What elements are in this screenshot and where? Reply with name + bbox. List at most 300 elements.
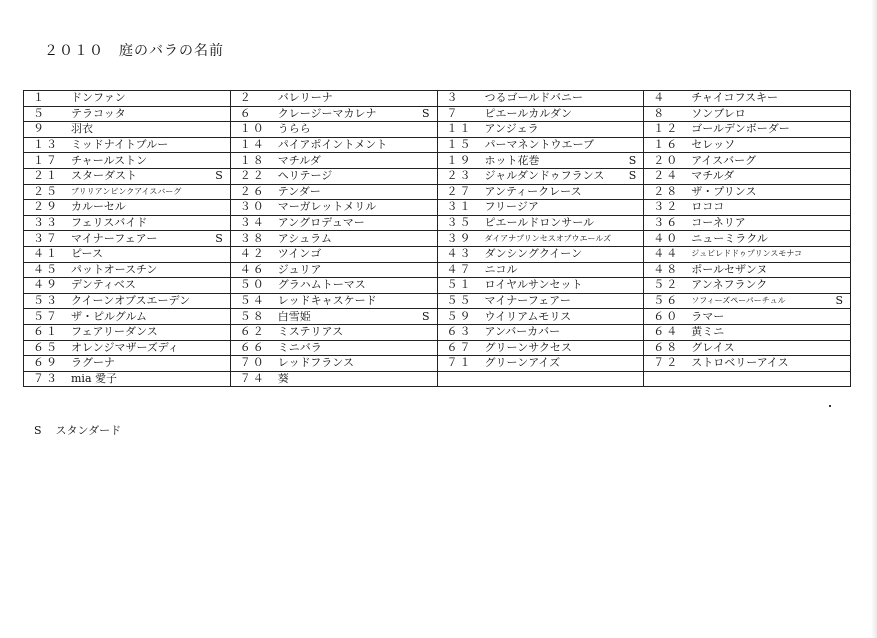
- rose-entry: [647, 248, 847, 260]
- rose-name: ブリリアンピンクアイスバーグ: [71, 186, 182, 196]
- standard-mark: S: [215, 231, 223, 245]
- rose-cell: [644, 340, 851, 356]
- rose-name: マチルダ: [277, 154, 321, 167]
- rose-cell: [644, 168, 851, 184]
- rose-number: ３７: [33, 231, 59, 245]
- rose-entry: [647, 217, 847, 229]
- rose-entry: [441, 279, 641, 291]
- rose-cell: [644, 122, 851, 138]
- rose-entry: [647, 357, 847, 369]
- rose-cell: [437, 371, 644, 387]
- rose-number: ２５: [33, 184, 59, 198]
- rose-number: ３８: [239, 231, 266, 245]
- rose-cell: [437, 153, 644, 169]
- rose-entry: [441, 123, 641, 135]
- rose-cell: [644, 278, 851, 294]
- rose-entry: [234, 92, 434, 104]
- rose-number: ７２: [653, 356, 680, 370]
- rose-cell: [437, 184, 644, 200]
- rose-entry: [234, 233, 434, 245]
- rose-entry: [647, 139, 847, 151]
- rose-cell: [437, 122, 644, 138]
- table-row: [24, 91, 851, 107]
- rose-name: カルーセル: [71, 201, 126, 214]
- rose-cell: [437, 262, 644, 278]
- rose-entry: [27, 108, 227, 120]
- rose-cell: [644, 200, 851, 216]
- rose-entry: [27, 155, 227, 167]
- standard-mark: S: [628, 153, 637, 167]
- rose-name: ピエールドロンサール: [484, 217, 595, 230]
- rose-name: マイナーフェアー: [71, 232, 158, 245]
- rose-cell: [230, 371, 437, 387]
- rose-number: ２６: [239, 184, 266, 198]
- rose-entry: [234, 311, 434, 323]
- table-row: [24, 200, 851, 216]
- legend: [34, 422, 135, 438]
- rose-number: ３１: [446, 200, 473, 214]
- rose-entry: [647, 342, 847, 354]
- rose-name: デンティベス: [71, 279, 136, 292]
- rose-name: ツインゴ: [277, 248, 322, 261]
- rose-entry: [27, 201, 227, 213]
- rose-number: ６９: [33, 356, 59, 370]
- rose-entry: [234, 264, 434, 276]
- rose-number: ４: [653, 91, 667, 105]
- rose-cell: [437, 231, 644, 247]
- rose-cell: [24, 309, 231, 325]
- rose-name: mia 愛子: [71, 372, 118, 385]
- rose-entry: [647, 170, 847, 182]
- rose-number: １４: [239, 138, 266, 152]
- rose-name: ピエールカルダン: [484, 107, 572, 120]
- rose-cell: [24, 371, 231, 387]
- rose-number: ７０: [239, 356, 266, 370]
- rose-number: ５: [33, 106, 46, 120]
- rose-number: ７４: [239, 371, 266, 385]
- rose-number: ６: [239, 106, 253, 120]
- rose-cell: [24, 356, 231, 372]
- legend-text: スタンダード: [55, 424, 122, 437]
- rose-entry: [441, 186, 641, 198]
- rose-name: スターダスト: [71, 170, 137, 183]
- rose-name: アンネフランク: [691, 279, 768, 292]
- rose-cell: [24, 106, 231, 122]
- rose-cell: [230, 309, 437, 325]
- rose-cell: [437, 324, 644, 340]
- rose-entry: [27, 373, 227, 385]
- table-row: [24, 278, 851, 294]
- rose-cell: [230, 262, 437, 278]
- rose-cell: [230, 184, 437, 200]
- rose-entry: [27, 279, 227, 291]
- rose-cell: [24, 293, 231, 309]
- table-row: [24, 168, 851, 184]
- rose-number: ２７: [446, 184, 473, 198]
- rose-number: ６０: [653, 309, 680, 323]
- scan-edge-shade: [871, 0, 877, 638]
- rose-entry: [27, 326, 227, 338]
- rose-entry: [234, 248, 434, 260]
- rose-entry: [27, 139, 227, 151]
- rose-cell: [437, 356, 644, 372]
- rose-number: ２０: [653, 153, 680, 167]
- rose-entry: [234, 155, 434, 167]
- rose-name: うらら: [277, 123, 311, 136]
- rose-entry: [441, 92, 641, 104]
- rose-name: レッドキャスケード: [277, 295, 377, 308]
- rose-cell: [644, 91, 851, 107]
- rose-name: ドンファン: [71, 92, 126, 105]
- rose-name: ロイヤルサンセット: [484, 279, 583, 292]
- table-row: [24, 153, 851, 169]
- rose-entry: [27, 92, 227, 104]
- rose-entry: [234, 326, 434, 338]
- legend-mark: S: [34, 424, 42, 437]
- rose-name: テンダー: [277, 185, 321, 198]
- rose-entry: [234, 342, 434, 354]
- rose-name: ニューミラクル: [691, 232, 768, 245]
- rose-number: ５１: [446, 278, 473, 292]
- rose-entry: [441, 295, 641, 307]
- rose-entry: [441, 264, 641, 276]
- rose-name: ラマー: [691, 310, 725, 323]
- rose-cell: [24, 231, 231, 247]
- rose-number: ５０: [239, 278, 266, 292]
- rose-entry: [27, 186, 227, 198]
- rose-name: ジャルダンドゥフランス: [484, 170, 605, 183]
- rose-cell: [230, 278, 437, 294]
- rose-number: ８: [653, 106, 667, 120]
- rose-entry: [234, 295, 434, 307]
- rose-cell: [230, 215, 437, 231]
- rose-name: グリーンサクセス: [484, 341, 572, 354]
- rose-entry: [647, 201, 847, 213]
- rose-cell: [644, 324, 851, 340]
- rose-name: ニコル: [484, 263, 518, 276]
- standard-mark: S: [421, 106, 430, 120]
- rose-cell: [230, 153, 437, 169]
- rose-cell: [24, 324, 231, 340]
- rose-name: フリージア: [484, 201, 539, 214]
- rose-number: ６７: [446, 340, 473, 354]
- rose-cell: [644, 309, 851, 325]
- rose-name: つるゴールドバニー: [484, 92, 584, 105]
- rose-cell: [644, 137, 851, 153]
- rose-entry: [27, 311, 227, 323]
- table-row: [24, 371, 851, 387]
- rose-number: １５: [446, 138, 473, 152]
- rose-cell: [24, 122, 231, 138]
- rose-cell: [230, 106, 437, 122]
- rose-number: ３２: [653, 200, 680, 214]
- rose-name: ポールセザンヌ: [691, 263, 768, 276]
- rose-number: ６３: [446, 325, 473, 339]
- rose-cell: [437, 309, 644, 325]
- rose-number: ２: [239, 91, 253, 105]
- rose-cell: [644, 262, 851, 278]
- rose-entry: [441, 326, 641, 338]
- rose-entry: [647, 186, 847, 198]
- rose-number: ３６: [653, 216, 680, 230]
- rose-number: ５７: [33, 309, 59, 323]
- rose-name: ロココ: [691, 201, 725, 214]
- rose-name: ヘリテージ: [277, 170, 333, 183]
- rose-cell: [24, 215, 231, 231]
- rose-name: 葵: [277, 372, 289, 385]
- rose-number: ７１: [446, 356, 473, 370]
- rose-name: アングロデュマー: [277, 217, 365, 230]
- rose-name: マチルダ: [691, 170, 735, 183]
- rose-cell: [644, 371, 851, 387]
- table-row: [24, 309, 851, 325]
- rose-number: ４４: [653, 247, 680, 261]
- rose-cell: [24, 184, 231, 200]
- rose-cell: [437, 278, 644, 294]
- rose-number: ２４: [653, 169, 680, 183]
- rose-number: ２２: [239, 169, 266, 183]
- rose-number: ５２: [653, 278, 680, 292]
- rose-cell: [230, 340, 437, 356]
- rose-entry: [647, 279, 847, 291]
- rose-cell: [644, 215, 851, 231]
- rose-name: ソフィーズペーパーチュル: [691, 296, 786, 306]
- rose-number: ７: [446, 106, 460, 120]
- rose-name: アンジェラ: [484, 123, 539, 136]
- rose-name: グラハムトーマス: [277, 279, 366, 292]
- rose-number: ４５: [33, 262, 59, 276]
- rose-entry: [441, 342, 641, 354]
- table-row: [24, 340, 851, 356]
- rose-name: ピース: [71, 248, 104, 261]
- rose-entry: [234, 123, 434, 135]
- rose-entry: [647, 264, 847, 276]
- rose-entry: [27, 295, 227, 307]
- rose-entry: [234, 373, 434, 385]
- table-row: [24, 184, 851, 200]
- page-title: ２０１０ 庭のバラの名前: [44, 43, 224, 59]
- rose-number: ４９: [33, 278, 59, 292]
- rose-number: ３５: [446, 216, 473, 230]
- rose-name: マーガレットメリル: [277, 201, 377, 214]
- rose-entry: [27, 342, 227, 354]
- rose-entry: [647, 295, 847, 307]
- rose-number: １９: [446, 153, 473, 167]
- rose-name: パットオースチン: [71, 263, 158, 276]
- rose-cell: [437, 246, 644, 262]
- table-row: [24, 246, 851, 262]
- rose-cell: [644, 293, 851, 309]
- rose-name: ミッドナイトブルー: [71, 139, 169, 152]
- rose-number: ４３: [446, 247, 473, 261]
- rose-name: チャイコフスキー: [691, 92, 779, 105]
- standard-mark: S: [215, 169, 223, 183]
- rose-number: ６８: [653, 340, 680, 354]
- rose-number: ４８: [653, 262, 680, 276]
- rose-entry: [647, 92, 847, 104]
- table-row: [24, 324, 851, 340]
- rose-entry: [647, 108, 847, 120]
- rose-entry: [647, 155, 847, 167]
- rose-entry: [441, 139, 641, 151]
- rose-number: ５４: [239, 294, 266, 308]
- rose-entry: [441, 201, 641, 213]
- rose-name: アンティークレース: [484, 185, 582, 198]
- rose-entry: [441, 217, 641, 229]
- rose-entry: [27, 233, 227, 245]
- rose-cell: [24, 246, 231, 262]
- rose-entry: [647, 311, 847, 323]
- rose-name: グレイス: [691, 341, 735, 354]
- rose-name: ジュビレドドゥプリンスモナコ: [691, 249, 803, 259]
- rose-name: アンバーカバー: [484, 326, 561, 339]
- table-row: [24, 356, 851, 372]
- rose-cell: [230, 137, 437, 153]
- rose-cell: [437, 106, 644, 122]
- rose-number: ６４: [653, 325, 680, 339]
- table-row: [24, 215, 851, 231]
- rose-cell: [230, 168, 437, 184]
- rose-number: ５８: [239, 309, 266, 323]
- rose-cell: [644, 231, 851, 247]
- rose-name: オレンジマザーズディ: [71, 341, 179, 354]
- rose-name: 白雪姫: [277, 310, 311, 323]
- rose-cell: [230, 122, 437, 138]
- rose-entry: [27, 217, 227, 229]
- rose-number: ５３: [33, 294, 59, 308]
- rose-cell: [437, 168, 644, 184]
- rose-entry: [234, 201, 434, 213]
- rose-entry: [27, 357, 227, 369]
- rose-name: ミステリアス: [277, 326, 344, 339]
- rose-number: ３４: [239, 216, 266, 230]
- rose-name: ゴールデンボーダー: [691, 123, 790, 136]
- rose-cell: [644, 246, 851, 262]
- rose-number: ２９: [33, 200, 59, 214]
- rose-entry: [234, 139, 434, 151]
- rose-name: チャールストン: [71, 154, 148, 167]
- standard-mark: S: [421, 309, 430, 323]
- rose-name: アイスバーグ: [691, 154, 757, 167]
- rose-cell: [230, 356, 437, 372]
- rose-number: ３３: [33, 216, 59, 230]
- rose-entry: [441, 108, 641, 120]
- rose-entry: [647, 326, 847, 338]
- rose-name: ダンシングクイーン: [484, 248, 583, 261]
- rose-name: セレッソ: [691, 139, 736, 152]
- table-row: [24, 106, 851, 122]
- rose-cell: [24, 168, 231, 184]
- rose-number: １８: [239, 153, 266, 167]
- table-row: [24, 137, 851, 153]
- rose-entry: [647, 233, 847, 245]
- rose-name: ザ・ピルグルム: [71, 310, 148, 323]
- rose-number: ４６: [239, 262, 266, 276]
- rose-name: ザ・プリンス: [691, 185, 757, 198]
- rose-cell: [644, 356, 851, 372]
- rose-name: パイアポイントメント: [277, 139, 388, 152]
- rose-number: １６: [653, 138, 680, 152]
- rose-entry: [441, 155, 641, 167]
- rose-entry: [234, 186, 434, 198]
- table-row: [24, 262, 851, 278]
- rose-cell: [437, 137, 644, 153]
- rose-name: ダイアナプリンセスオブウエールズ: [484, 233, 612, 243]
- rose-number: ５５: [446, 294, 473, 308]
- rose-number: １１: [446, 122, 473, 136]
- rose-number: ５９: [446, 309, 473, 323]
- table-row: [24, 293, 851, 309]
- rose-entry: [441, 170, 641, 182]
- rose-name: コーネリア: [691, 217, 746, 230]
- rose-cell: [24, 153, 231, 169]
- rose-entry: [647, 123, 847, 135]
- rose-cell: [230, 200, 437, 216]
- rose-entry: [234, 279, 434, 291]
- rose-name: ジュリア: [277, 263, 322, 276]
- table-row: [24, 231, 851, 247]
- rose-name: ミニバラ: [277, 341, 322, 354]
- rose-entry: [441, 357, 641, 369]
- rose-name: フェアリーダンス: [71, 326, 158, 339]
- rose-number: ６２: [239, 325, 266, 339]
- standard-mark: S: [628, 169, 637, 183]
- rose-entry: [27, 123, 227, 135]
- rose-cell: [644, 153, 851, 169]
- rose-number: ２８: [653, 184, 680, 198]
- rose-number: ４２: [239, 247, 266, 261]
- rose-entry: [234, 108, 434, 120]
- rose-name-table: [23, 90, 851, 387]
- rose-name: ストロベリーアイス: [691, 357, 789, 370]
- rose-cell: [437, 340, 644, 356]
- rose-name: マイナーフェアー: [484, 295, 571, 308]
- rose-entry: [27, 170, 227, 182]
- standard-mark: S: [835, 294, 843, 308]
- rose-number: １２: [653, 122, 680, 136]
- rose-cell: [437, 91, 644, 107]
- rose-number: ３: [446, 91, 460, 105]
- rose-name: バレリーナ: [277, 92, 333, 105]
- rose-table-body: [24, 91, 851, 387]
- rose-cell: [24, 278, 231, 294]
- rose-number: １: [33, 91, 46, 105]
- rose-number: ７３: [33, 371, 59, 385]
- rose-name: アシュラム: [277, 232, 332, 245]
- rose-number: ４１: [33, 247, 59, 261]
- rose-cell: [230, 246, 437, 262]
- rose-cell: [437, 293, 644, 309]
- rose-cell: [24, 200, 231, 216]
- rose-entry: [441, 233, 641, 245]
- rose-name: グリーンアイズ: [484, 357, 561, 370]
- rose-number: ２１: [33, 169, 59, 183]
- rose-name: クレージーマカレナ: [277, 107, 377, 120]
- rose-number: １３: [33, 138, 59, 152]
- rose-name: テラコッタ: [71, 107, 126, 120]
- rose-entry: [441, 248, 641, 260]
- rose-entry: [234, 357, 434, 369]
- rose-number: ９: [33, 122, 46, 136]
- rose-name: パーマネントウエーブ: [484, 139, 594, 152]
- rose-cell: [437, 215, 644, 231]
- rose-cell: [230, 293, 437, 309]
- rose-name: クイーンオブスエーデン: [71, 295, 191, 308]
- rose-name: フェリスバイド: [71, 217, 148, 230]
- rose-cell: [230, 91, 437, 107]
- rose-cell: [24, 91, 231, 107]
- rose-name: ホット花巻: [484, 154, 540, 167]
